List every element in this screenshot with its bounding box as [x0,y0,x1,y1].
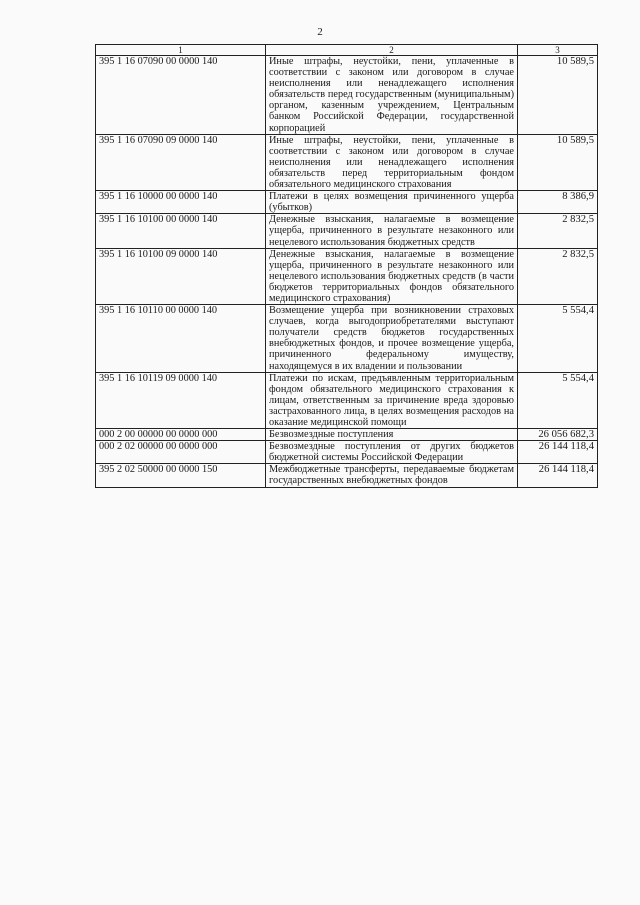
amount-cell: 5 554,4 [518,305,598,373]
revenue-table [95,44,598,488]
budget-code-cell: 395 2 02 50000 00 0000 150 [96,464,266,487]
table-row [96,191,598,214]
amount-cell: 26 056 682,3 [518,429,598,441]
table-row [96,464,598,487]
revenue-name-cell: Платежи по искам, предъявленным территориальным фондом обязательного медицинского страхования к лицам, ответственным за причинение вреда здоровью застрахованного лица, в целях возмещения расходов на оказание медицинской помощи [266,372,518,428]
budget-code-cell: 395 1 16 10100 00 0000 140 [96,214,266,248]
amount-cell: 10 589,5 [518,56,598,135]
column-header-code: 1 [96,45,266,56]
revenue-name-cell: Иные штрафы, неустойки, пени, уплаченные в соответствии с законом или договором в случае неисполнения или ненадлежащего исполнения обязательств перед государственным (муниципальным) органом, казенным учреждением, Центральным банком Российской Федерации, государственной корпорацией [266,56,518,135]
budget-code-cell: 000 2 02 00000 00 0000 000 [96,441,266,464]
page-number: 2 [317,26,323,38]
revenue-name-cell: Платежи в целях возмещения причиненного ущерба (убытков) [266,191,518,214]
amount-cell: 2 832,5 [518,248,598,304]
table-row [96,372,598,428]
table-row [96,214,598,248]
table-row [96,305,598,373]
revenue-name-cell: Возмещение ущерба при возникновении страховых случаев, когда выгодоприобретателями выступают получатели средств бюджетов государственных внебюджетных фондов, и прочее возмещение ущерба, причиненного федеральному имуществу, находящемуся в их владении и пользовании [266,305,518,373]
budget-code-cell: 395 1 16 07090 00 0000 140 [96,56,266,135]
table-row [96,56,598,135]
amount-cell: 2 832,5 [518,214,598,248]
revenue-name-cell: Межбюджетные трансферты, передаваемые бюджетам государственных внебюджетных фондов [266,464,518,487]
column-header-amount: 3 [518,45,598,56]
amount-cell: 5 554,4 [518,372,598,428]
budget-code-cell: 395 1 16 10119 09 0000 140 [96,372,266,428]
table-header-row [96,45,598,56]
table-row [96,134,598,190]
revenue-name-cell: Безвозмездные поступления [266,429,518,441]
amount-cell: 26 144 118,4 [518,441,598,464]
column-header-name: 2 [266,45,518,56]
amount-cell: 10 589,5 [518,134,598,190]
revenue-name-cell: Безвозмездные поступления от других бюджетов бюджетной системы Российской Федерации [266,441,518,464]
budget-code-cell: 395 1 16 10000 00 0000 140 [96,191,266,214]
budget-code-cell: 395 1 16 10100 09 0000 140 [96,248,266,304]
table-row [96,441,598,464]
revenue-name-cell: Иные штрафы, неустойки, пени, уплаченные в соответствии с законом или договором в случае неисполнения или ненадлежащего исполнения обязательств перед территориальным фондом обязательного медицинского страхования [266,134,518,190]
revenue-name-cell: Денежные взыскания, налагаемые в возмещение ущерба, причиненного в результате незаконного или нецелевого использования бюджетных средств [266,214,518,248]
amount-cell: 8 386,9 [518,191,598,214]
budget-code-cell: 000 2 00 00000 00 0000 000 [96,429,266,441]
budget-code-cell: 395 1 16 10110 00 0000 140 [96,305,266,373]
amount-cell: 26 144 118,4 [518,464,598,487]
revenue-name-cell: Денежные взыскания, налагаемые в возмещение ущерба, причиненного в результате незаконного или нецелевого использования бюджетных средств (в части бюджетов территориальных фондов обязательного медицинского страхования) [266,248,518,304]
table-row [96,429,598,441]
budget-code-cell: 395 1 16 07090 09 0000 140 [96,134,266,190]
table-row [96,248,598,304]
